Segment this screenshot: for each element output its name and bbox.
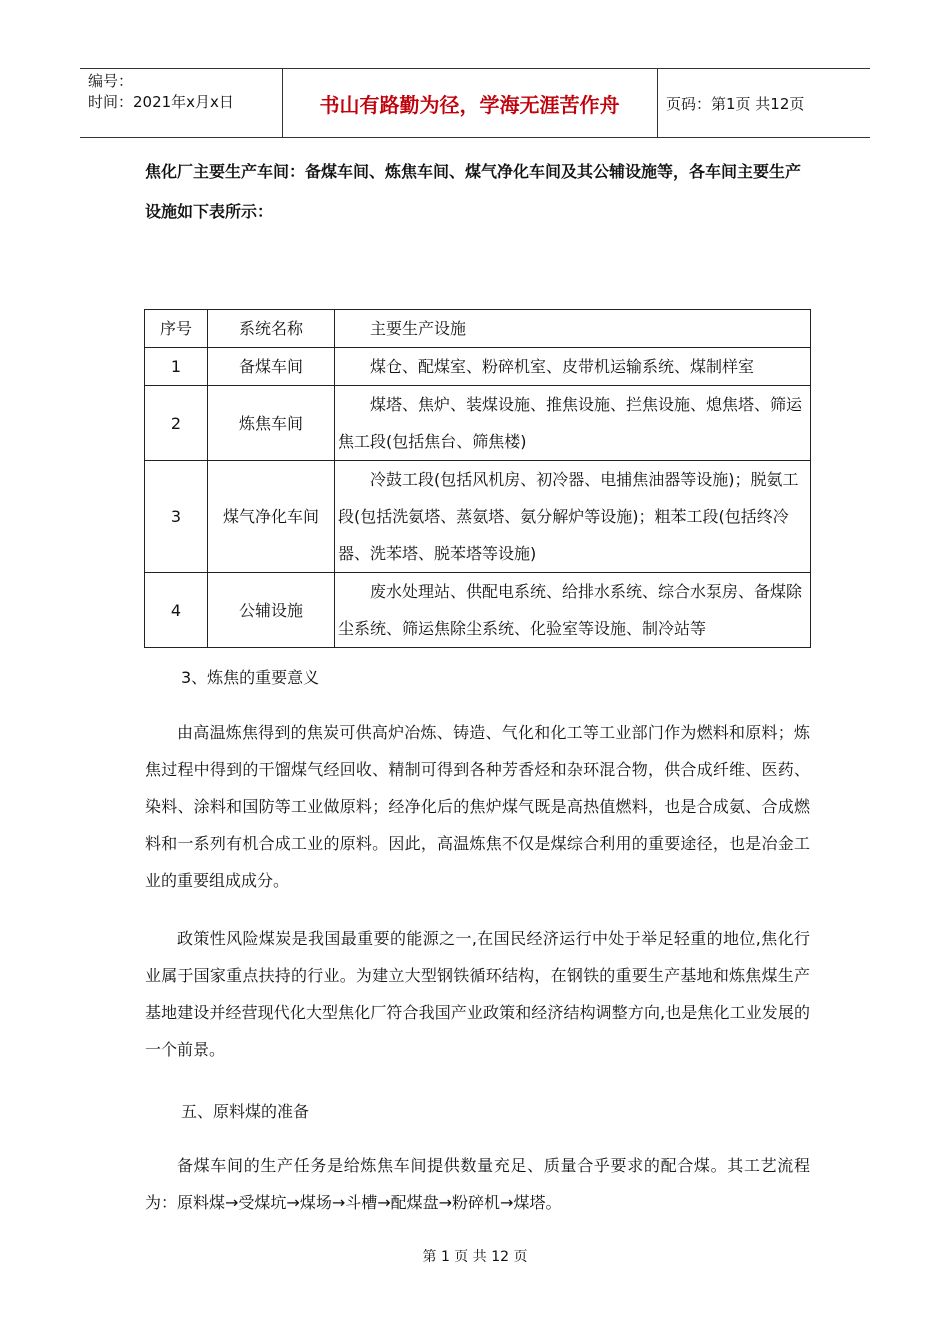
row-name: 备煤车间 (208, 348, 335, 386)
row-no: 4 (145, 573, 208, 648)
intro-paragraph: 焦化厂主要生产车间：备煤车间、炼焦车间、煤气净化车间及其公辅设施等，各车间主要生产设施如下表所示： (145, 162, 802, 221)
paragraph: 由高温炼焦得到的焦炭可供高炉冶炼、铸造、气化和化工等工业部门作为燃料和原料；炼焦过程中得到的干馏煤气经回收、精制可得到各种芳香烃和杂环混合物，供合成纤维、医药、染料、涂料和国防等工业做原料；经净化后的焦炉煤气既是高热值燃料，也是合成氨、合成燃料和一系列有机合成工业的原料。因此，高温炼焦不仅是煤综合利用的重要途径，也是冶金工业的重要组成成分。 (145, 723, 810, 890)
header-page-number: 页码：第1页 共12页 (666, 95, 805, 113)
row-equipment: 煤塔、焦炉、装煤设施、推焦设施、拦焦设施、熄焦塔、筛运焦工段(包括焦台、筛焦楼) (335, 386, 811, 461)
row-no: 3 (145, 461, 208, 573)
time-label: 时间：2021年x月x日 (88, 93, 234, 111)
table-row (145, 348, 811, 386)
header-motto: 书山有路勤为径，学海无涯苦作舟 (319, 92, 620, 117)
row-no: 1 (145, 348, 208, 386)
table-row (145, 573, 811, 648)
code-label: 编号： (88, 72, 134, 90)
row-equipment: 废水处理站、供配电系统、给排水系统、综合水泵房、备煤除尘系统、筛运焦除尘系统、化验室等设施、制冷站等 (335, 573, 811, 648)
row-no: 2 (145, 386, 208, 461)
header-meta (88, 71, 283, 113)
table-row (145, 386, 811, 461)
row-name: 炼焦车间 (208, 386, 335, 461)
paragraph: 备煤车间的生产任务是给炼焦车间提供数量充足、质量合乎要求的配合煤。其工艺流程为：原料煤→受煤坑→煤场→斗槽→配煤盘→粉碎机→煤塔。 (145, 1156, 810, 1212)
row-name: 煤气净化车间 (208, 461, 335, 573)
section-heading: 五、原料煤的准备 (181, 1102, 310, 1121)
facility-table (144, 309, 811, 648)
page-footer: 第 1 页 共 12 页 (422, 1249, 528, 1265)
row-equipment: 煤仓、配煤室、粉碎机室、皮带机运输系统、煤制样室 (335, 348, 811, 386)
paragraph: 政策性风险煤炭是我国最重要的能源之一,在国民经济运行中处于举足轻重的地位,焦化行业属于国家重点扶持的行业。为建立大型钢铁循环结构，在钢铁的重要生产基地和炼焦煤生产基地建设并经营现代化大型焦化厂符合我国产业政策和经济结构调整方向,也是焦化工业发展的一个前景。 (145, 929, 810, 1059)
page-header (80, 68, 870, 138)
header-cell-no: 序号 (145, 310, 208, 348)
row-equipment: 冷鼓工段(包括风机房、初冷器、电捕焦油器等设施)；脱氨工段(包括洗氨塔、蒸氨塔、氨分解炉等设施)；粗苯工段(包括终冷器、洗苯塔、脱苯塔等设施) (335, 461, 811, 573)
table-header-row (145, 310, 811, 348)
row-name: 公辅设施 (208, 573, 335, 648)
header-divider (657, 69, 658, 137)
header-cell-equipment: 主要生产设施 (335, 310, 811, 348)
header-cell-name: 系统名称 (208, 310, 335, 348)
section-heading: 3、炼焦的重要意义 (181, 668, 320, 687)
table-row (145, 461, 811, 573)
